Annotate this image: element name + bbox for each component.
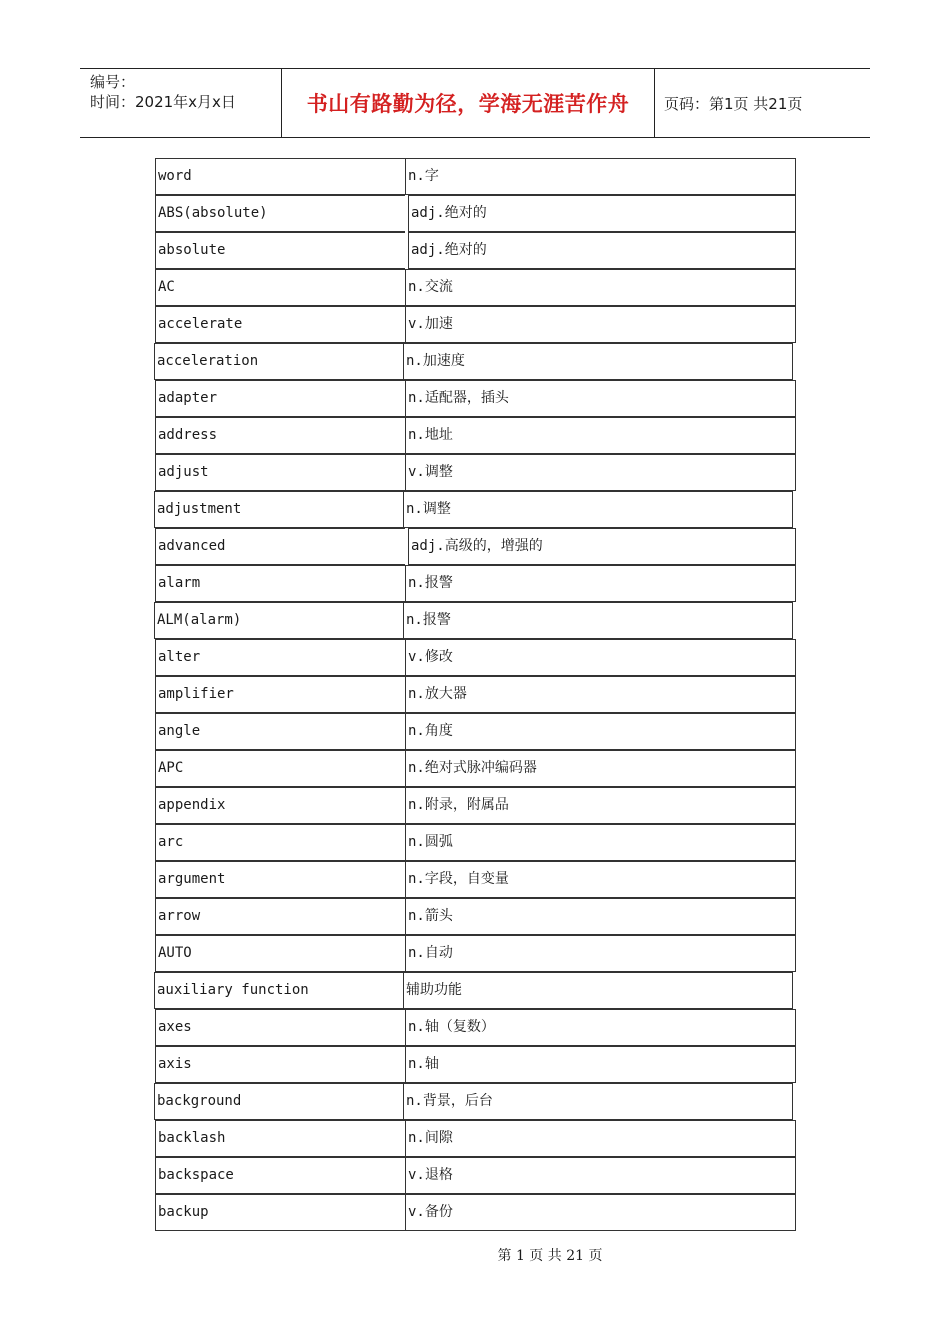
word-cell: background <box>154 1083 403 1120</box>
table-row <box>155 306 797 343</box>
meaning-cell: adj.绝对的 <box>408 232 796 269</box>
meaning-cell: n.角度 <box>405 713 796 750</box>
word-cell: axes <box>155 1009 405 1046</box>
word-cell: AUTO <box>155 935 405 972</box>
meaning-cell: v.修改 <box>405 639 796 676</box>
word-cell: arc <box>155 824 405 861</box>
meaning-cell: n.字段，自变量 <box>405 861 796 898</box>
meaning-cell: v.退格 <box>405 1157 796 1194</box>
date-label: 时间：2021年x月x日 <box>90 93 236 111</box>
header-divider <box>654 69 655 137</box>
word-cell: advanced <box>155 528 405 565</box>
word-cell: auxiliary function <box>154 972 403 1009</box>
meaning-cell: n.调整 <box>403 491 793 528</box>
table-row <box>155 195 797 232</box>
table-row <box>155 1009 797 1046</box>
table-row <box>155 750 797 787</box>
table-row <box>155 528 797 565</box>
meaning-cell: v.调整 <box>405 454 796 491</box>
table-row <box>155 343 797 380</box>
table-row <box>155 1083 797 1120</box>
table-row <box>155 380 797 417</box>
meaning-cell: n.报警 <box>405 565 796 602</box>
table-row <box>155 1120 797 1157</box>
table-row <box>155 491 797 528</box>
word-cell: backup <box>155 1194 405 1231</box>
word-cell: address <box>155 417 405 454</box>
word-cell: axis <box>155 1046 405 1083</box>
page-footer <box>0 1245 950 1265</box>
word-cell: alter <box>155 639 405 676</box>
table-row <box>155 158 797 195</box>
word-cell: adjust <box>155 454 405 491</box>
meaning-cell: n.地址 <box>405 417 796 454</box>
word-cell: alarm <box>155 565 405 602</box>
page-header <box>80 68 870 138</box>
meaning-cell: adj.绝对的 <box>408 195 796 232</box>
meaning-cell: n.背景，后台 <box>403 1083 793 1120</box>
meaning-cell: v.加速 <box>405 306 796 343</box>
table-row <box>155 417 797 454</box>
word-cell: acceleration <box>154 343 403 380</box>
header-motto: 书山有路勤为径，学海无涯苦作舟 <box>306 92 630 116</box>
word-cell: arrow <box>155 898 405 935</box>
header-info <box>90 72 280 112</box>
table-row <box>155 676 797 713</box>
meaning-cell: n.字 <box>405 158 796 195</box>
word-cell: argument <box>155 861 405 898</box>
word-cell: APC <box>155 750 405 787</box>
table-row <box>155 269 797 306</box>
table-row <box>155 1046 797 1083</box>
table-row <box>155 935 797 972</box>
table-row <box>155 898 797 935</box>
table-row <box>155 602 797 639</box>
meaning-cell: n.轴 <box>405 1046 796 1083</box>
word-cell: AC <box>155 269 405 306</box>
table-row <box>155 232 797 269</box>
meaning-cell: n.间隙 <box>405 1120 796 1157</box>
table-row <box>155 1194 797 1231</box>
meaning-cell: n.圆弧 <box>405 824 796 861</box>
word-cell: adjustment <box>154 491 403 528</box>
meaning-cell: n.绝对式脉冲编码器 <box>405 750 796 787</box>
vocabulary-table <box>155 158 797 1231</box>
word-cell: ABS(absolute) <box>155 195 405 232</box>
meaning-cell: n.自动 <box>405 935 796 972</box>
meaning-cell: n.轴（复数） <box>405 1009 796 1046</box>
meaning-cell: n.适配器，插头 <box>405 380 796 417</box>
meaning-cell: v.备份 <box>405 1194 796 1231</box>
doc-number-label: 编号： <box>90 73 136 91</box>
meaning-cell: n.交流 <box>405 269 796 306</box>
table-row <box>155 787 797 824</box>
meaning-cell: adj.高级的，增强的 <box>408 528 796 565</box>
word-cell: backspace <box>155 1157 405 1194</box>
word-cell: angle <box>155 713 405 750</box>
word-cell: adapter <box>155 380 405 417</box>
table-row <box>155 454 797 491</box>
meaning-cell: n.放大器 <box>405 676 796 713</box>
table-row <box>155 861 797 898</box>
table-row <box>155 565 797 602</box>
word-cell: absolute <box>155 232 405 269</box>
word-cell: word <box>155 158 405 195</box>
table-row <box>155 824 797 861</box>
meaning-cell: n.加速度 <box>403 343 793 380</box>
word-cell: accelerate <box>155 306 405 343</box>
word-cell: amplifier <box>155 676 405 713</box>
word-cell: appendix <box>155 787 405 824</box>
table-row <box>155 972 797 1009</box>
table-row <box>155 713 797 750</box>
meaning-cell: n.箭头 <box>405 898 796 935</box>
word-cell: ALM(alarm) <box>154 602 403 639</box>
meaning-cell: n.附录，附属品 <box>405 787 796 824</box>
header-page-info: 页码：第1页 共21页 <box>664 94 803 113</box>
footer-page-number: 第 1 页 共 21 页 <box>497 1248 603 1264</box>
table-row <box>155 639 797 676</box>
table-row <box>155 1157 797 1194</box>
meaning-cell: 辅助功能 <box>403 972 793 1009</box>
meaning-cell: n.报警 <box>403 602 793 639</box>
word-cell: backlash <box>155 1120 405 1157</box>
